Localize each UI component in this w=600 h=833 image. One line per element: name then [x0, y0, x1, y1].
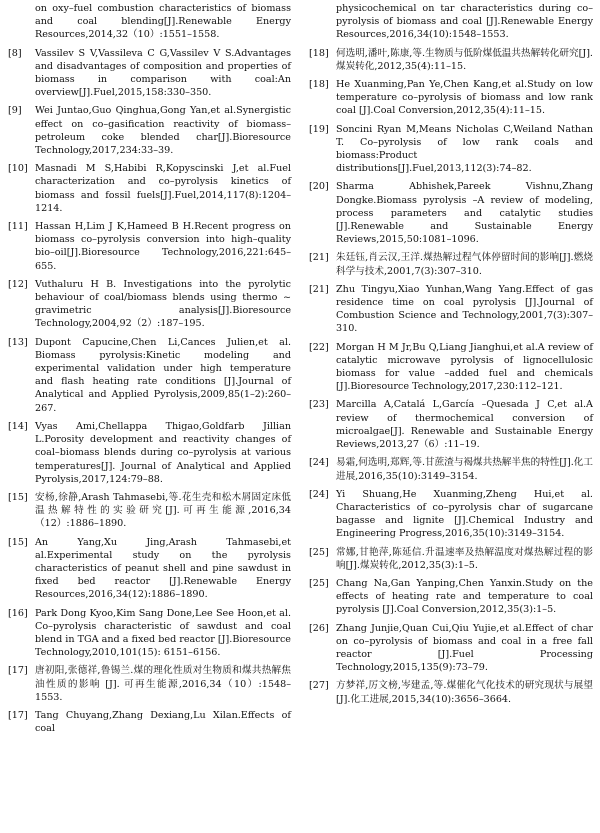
reference-number: [11]	[8, 221, 28, 233]
reference-text: An Yang,Xu Jing,Arash Tahmasebi,et al.Experimental study on the pyrolysis characteristics of peanut shell and pine sawdust in fixed bed reactor [J].Renewable Energy Resources,2016,34(12):1886–1890.	[35, 536, 291, 601]
reference-number: [15]	[8, 491, 28, 503]
reference-entry	[309, 488, 593, 541]
reference-text: Wei Juntao,Guo Qinghua,Gong Yan,et al.Synergistic effect on co–gasification reactivity of biomass–petroleum coke blended char[J].Bioresource Technology,2017,234:33–39.	[35, 105, 291, 157]
reference-text: physicochemical on tar characteristics during co–pyrolysis of biomass and coal [J].Renewable Energy Resources,2016,34(10):1548–1553.	[336, 3, 593, 41]
reference-text: 朱廷钰,肖云汉,王洋.煤热解过程气体停留时间的影响[J].燃烧科学与技术,2001,7(3):307–310.	[336, 252, 593, 277]
reference-number: [22]	[309, 341, 329, 353]
reference-entry	[8, 607, 291, 660]
reference-number: [12]	[8, 278, 28, 290]
reference-entry	[8, 47, 291, 100]
reference-text: Sharma Abhishek,Pareek Vishnu,Zhang Dongke.Biomass pyrolysis –A review of modeling, process parameters and catalytic studies [J].Renewable and Sustainable Energy Reviews,2015,50:1081–1096.	[336, 181, 593, 246]
reference-text: Zhu Tingyu,Xiao Yunhan,Wang Yang.Effect of gas residence time on coal pyrolysis [J].Journal of Combustion Science and Technology,2001,7(3):307–310.	[336, 283, 593, 335]
reference-entry	[309, 78, 593, 118]
reference-number: [18]	[309, 47, 329, 59]
reference-entry	[309, 622, 593, 675]
reference-entry	[309, 341, 593, 394]
reference-entry	[8, 104, 291, 157]
reference-entry	[309, 577, 593, 617]
reference-text: Masnadi M S,Habibi R,Kopyscinski J,et al.Fuel characterization and co–pyrolysis kinetics of biomass and fossil fuels[J].Fuel,2014,117(8):1204–1214.	[35, 163, 291, 214]
reference-entry	[309, 251, 593, 277]
reference-number: [13]	[8, 336, 28, 348]
reference-number: [18]	[309, 79, 329, 91]
reference-entry	[309, 398, 593, 451]
reference-number: [19]	[309, 123, 329, 135]
reference-number: [25]	[309, 546, 329, 558]
reference-number: [14]	[8, 420, 28, 432]
reference-entry	[8, 2, 291, 42]
reference-text: Tang Chuyang,Zhang Dexiang,Lu Xilan.Effects of coal	[35, 709, 291, 735]
reference-entry	[8, 420, 291, 486]
reference-entry	[8, 664, 291, 704]
reference-text: Dupont Capucine,Chen Li,Cances Julien,et al. Biomass pyrolysis:Kinetic modeling and experimental validation under high temperature and flash heating rate conditions [J].Journal of Analytical and Applied Pyrolysis,2009,85(1–2):260–267.	[35, 336, 291, 414]
reference-text: Hassan H,Lim J K,Hameed B H.Recent progress on biomass co–pyrolysis conversion into high–quality bio–oil[J].Bioresource Technology,2016,221:645–655.	[35, 221, 291, 272]
reference-text: Vuthaluru H B. Investigations into the pyrolytic behaviour of coal/biomass blends using thermo ~ gravimetric analysis[J].Bioresource Technology,2004,92（2）:187–195.	[35, 278, 291, 330]
reference-number	[309, 2, 336, 42]
reference-text: He Xuanming,Pan Ye,Chen Kang,et al.Study on low temperature co–pyrolysis of biomass and low rank coal [J].Coal Conversion,2012,35(4):11–15.	[336, 79, 593, 117]
reference-number: [16]	[8, 607, 28, 619]
reference-text: Vyas Ami,Chellappa Thigao,Goldfarb Jillian L.Porosity development and reactivity changes of coal–biomass blends during co–pyrolysis at various temperatures[J]. Journal of Analytical and Applied Pyrolysis,2017,124:79–88.	[35, 420, 291, 485]
reference-text: 方梦祥,厉文榜,岑建孟,等.煤催化气化技术的研究现状与展望[J].化工进展,2015,34(10):3656–3664.	[336, 680, 593, 705]
reference-number: [25]	[309, 577, 329, 589]
reference-entry	[8, 336, 291, 415]
reference-number: [26]	[309, 622, 329, 634]
reference-entry	[309, 546, 593, 572]
reference-entry	[8, 162, 291, 215]
reference-number: [23]	[309, 399, 329, 411]
reference-entry	[8, 278, 291, 331]
reference-number: [17]	[8, 665, 28, 677]
reference-text: Yi Shuang,He Xuanming,Zheng Hui,et al. Characteristics of co–pyrolysis char of sugarcane bagasse and lignite [J].Chemical Industry and Engineering Progress,2016,35(10):3149–3154.	[336, 488, 593, 540]
reference-text: Vassilev S V,Vassileva C G,Vassilev V S.Advantages and disadvantages of composition and properties of biomass in comparison with coal:An overview[J].Fuel,2015,158:330–350.	[35, 47, 291, 99]
reference-text: 何选明,潘叶,陈康,等.生物质与低阶煤低温共热解转化研究[J].煤炭转化,2012,35(4):11–15.	[336, 47, 593, 72]
reference-text: Chang Na,Gan Yanping,Chen Yanxin.Study on the effects of heating rate and temperature to coal pyrolysis [J].Coal Conversion,2012,35(3):1–5.	[336, 577, 593, 616]
reference-number: [8]	[8, 47, 22, 59]
reference-number: [24]	[309, 488, 329, 500]
reference-entry	[309, 456, 593, 482]
reference-text: Zhang Junjie,Quan Cui,Qiu Yujie,et al.Effect of char on co–pyrolysis of biomass and coal in a free fall reactor [J].Fuel Processing Technology,2015,135(9):73–79.	[336, 622, 593, 674]
reference-entry	[8, 220, 291, 273]
reference-number: [17]	[8, 709, 28, 721]
reference-number: [15]	[8, 536, 28, 548]
reference-text: 易霜,何选明,郑辉,等.甘蔗渣与褐煤共热解半焦的特性[J].化工进展,2016,35(10):3149–3154.	[336, 457, 593, 482]
reference-text: 唐初阳,张德祥,鲁锡兰.煤的理化性质对生物质和煤共热解焦油性质的影响 [J]. 可再生能源,2016,34（10）:1548–1553.	[35, 665, 291, 703]
references-left-column	[8, 2, 291, 740]
reference-text: Soncini Ryan M,Means Nicholas C,Weiland Nathan T. Co–pyrolysis of low rank coals and biomass:Product distributions[J].Fuel,2013,112(3):74–82.	[336, 123, 593, 175]
reference-text: on oxy–fuel combustion characteristics of biomass and coal blending[J].Renewable Energy Resources,2014,32（10）:1551–1558.	[35, 3, 291, 41]
reference-text: Marcilla A,Catalá L,García –Quesada J C,et al.A review of thermochemical conversion of microalgae[J]. Renewable and Sustainable Energy Reviews,2013,27（6）:11–19.	[336, 399, 593, 451]
reference-entry	[309, 47, 593, 73]
reference-number: [21]	[309, 283, 329, 295]
reference-entry	[309, 679, 593, 705]
reference-number: [27]	[309, 680, 329, 692]
reference-number: [21]	[309, 252, 329, 264]
reference-number: [9]	[8, 105, 22, 117]
reference-entry	[8, 491, 291, 531]
reference-entry	[309, 2, 593, 42]
reference-text: Park Dong Kyoo,Kim Sang Done,Lee See Hoon,et al. Co–pyrolysis characteristic of sawdust and coal blend in TGA and a fixed bed reactor [J].Bioresource Technology,2010,101(15): 6151–6156.	[35, 607, 291, 659]
reference-number: [20]	[309, 181, 329, 193]
reference-entry	[309, 283, 593, 336]
reference-text: 常娜,甘艳萍,陈延信.升温速率及热解温度对煤热解过程的影响[J].煤炭转化,2012,35(3):1–5.	[336, 546, 593, 571]
reference-number: [10]	[8, 163, 28, 175]
reference-number	[8, 2, 35, 42]
reference-entry	[309, 123, 593, 176]
reference-number: [24]	[309, 457, 329, 469]
reference-text: 安杨,徐静,Arash Tahmasebi,等.花生壳和松木屑固定床低温热解特性的实验研究[J].可再生能源,2016,34（12）:1886–1890.	[35, 491, 291, 530]
reference-entry	[309, 180, 593, 246]
references-right-column	[309, 2, 593, 711]
reference-entry	[8, 709, 291, 735]
reference-text: Morgan H M Jr,Bu Q,Liang Jianghui,et al.A review of catalytic microwave pyrolysis of lignocellulosic biomass for value –added fuel and chemicals [J].Bioresource Technology,2017,230:112–121.	[336, 341, 593, 393]
reference-entry	[8, 536, 291, 602]
